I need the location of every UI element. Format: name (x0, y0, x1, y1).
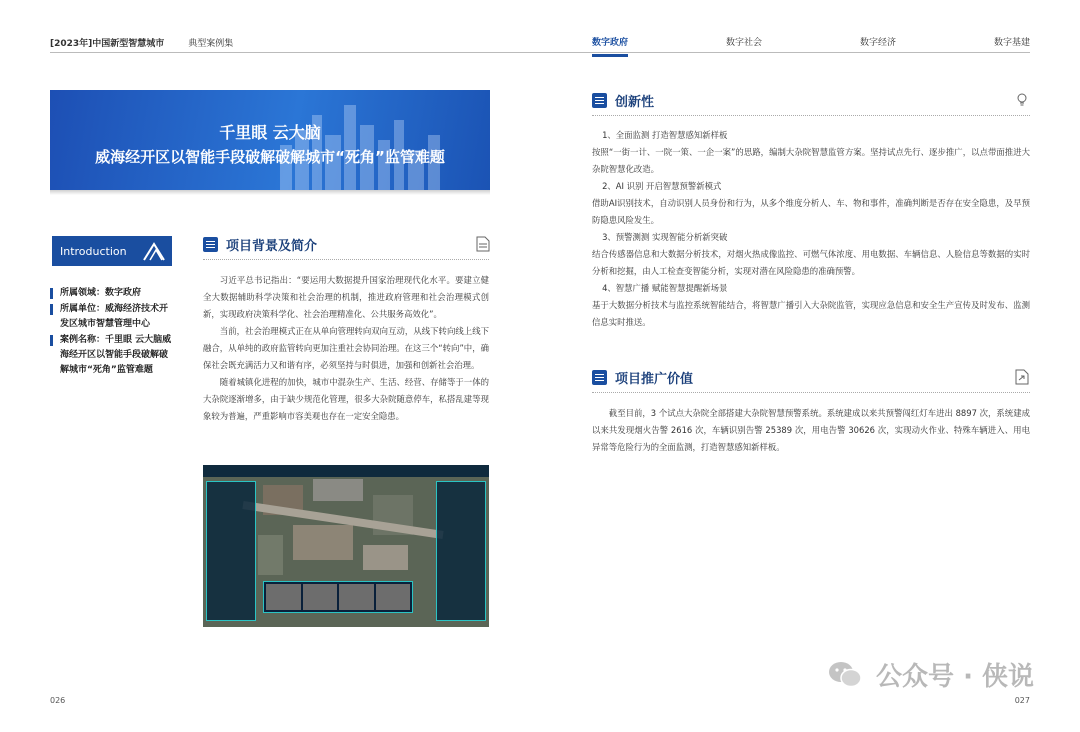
innovation-item-body: 基于大数据分析技术与监控系统智能结合，将智慧广播引入大杂院监管，实现应急信息和安全生产宣传及时发布、监测信息实时推送。 (592, 300, 1030, 327)
nav-digital-infrastructure[interactable]: 数字基建 (993, 38, 1030, 48)
list-icon (592, 93, 607, 108)
book-header (50, 36, 233, 49)
camera-thumb (303, 584, 338, 610)
background-paragraph: 随着城镇化进程的加快，城市中混杂生产、生活、经营、存储等于一体的大杂院逐渐增多，由于缺少规范化管理，很多大杂院随意停车，私搭乱建等现象较为普遍，严重影响市容美观也存在一定安全隐患。 (203, 377, 489, 421)
promotion-paragraph: 截至目前，3 个试点大杂院全部搭建大杂院智慧预警系统。系统建成以来共预警闯红灯车进出 8897 次，系统建成以来共发现烟火告警 2616 次，车辆识别告警 25389 次，用电告警 30626 次，实现动火作业、特殊车辆进入、用电异常等危险行为的全面监测，打造智慧感知新样板。 (592, 408, 1030, 452)
innovation-text (592, 127, 1030, 331)
page-number-right: 027 (1014, 696, 1030, 705)
camera-thumb (339, 584, 374, 610)
innovation-heading (592, 91, 654, 110)
share-document-icon (1015, 369, 1029, 385)
background-paragraph: 习近平总书记指出：“要运用大数据提升国家治理现代化水平。要建立健全大数据辅助科学决策和社会治理的机制，推进政府管理和社会治理模式创新，实现政府决策科学化、社会治理精准化、公共服务高效化”。 (203, 275, 489, 319)
meta-item (50, 302, 175, 332)
promotion-heading (592, 368, 693, 387)
dashboard-topbar (203, 465, 489, 477)
title-banner (50, 90, 490, 190)
right-panel (436, 481, 486, 621)
innovation-item-body: 按照“一街一计、一院一策、一企一案”的思路，编制大杂院智慧监管方案。坚持试点先行、逐步推广，以点带面推进大杂院智慧化改造。 (592, 147, 1030, 174)
background-paragraph: 当前，社会治理模式正在从单向管理转向双向互动，从线下转向线上线下融合，从单纯的政府监管转向更加注重社会协同治理。在这三个“转向”中，确保社会既充满活力又和谐有序，必须坚持与时俱进，加强和创新社会治理。 (203, 326, 489, 370)
page-number-left: 026 (50, 696, 66, 705)
book-title: [2023年]中国新型智慧城市 (50, 39, 165, 49)
meta-unit: 所属单位：威海经济技术开发区城市智慧管理中心 (60, 304, 169, 329)
innovation-item-heading: 3、预警测测 实现智能分析新突破 (602, 232, 728, 242)
nav-digital-society[interactable]: 数字社会 (725, 38, 762, 48)
list-icon (592, 370, 607, 385)
background-title: 项目背景及简介 (226, 239, 318, 254)
watermark (828, 656, 1034, 693)
dashboard-screenshot (203, 465, 489, 627)
book-section: 典型案例集 (188, 39, 234, 49)
banner-title-line2: 威海经开区以智能手段破解破解城市“死角”监管难题 (95, 148, 445, 166)
left-panel (206, 481, 256, 621)
innovation-item-heading: 2、AI 识别 开启智慧预警新模式 (602, 181, 722, 191)
watermark-text: 公众号 · 侠说 (876, 662, 1034, 692)
nav-digital-government[interactable]: 数字政府 (592, 35, 628, 57)
innovation-item-heading: 1、全面监测 打造智慧感知新样板 (602, 130, 728, 140)
promotion-text (592, 405, 1030, 456)
camera-thumb (376, 584, 411, 610)
background-text (203, 272, 489, 425)
innovation-item-heading: 4、智慧广播 赋能智慧提醒新场景 (602, 283, 728, 293)
wechat-icon (828, 661, 862, 689)
section-divider (592, 392, 1030, 393)
meta-item (50, 333, 175, 378)
camera-thumb (266, 584, 301, 610)
building-icon (142, 240, 166, 262)
banner-title-line1: 千里眼 云大脑 (219, 123, 321, 142)
category-nav (592, 35, 1030, 57)
meta-field: 所属领域：数字政府 (60, 288, 142, 298)
camera-thumbnails (263, 581, 413, 613)
case-meta-list (50, 286, 175, 379)
document-icon (476, 236, 490, 252)
introduction-label (52, 236, 172, 266)
innovation-item-body: 借助AI识别技术，自动识别人员身份和行为，从多个维度分析人、车、物和事件，准确判断是否存在安全隐患，及早预防隐患风险发生。 (592, 198, 1030, 225)
section-divider (592, 115, 1030, 116)
header-divider (50, 52, 1030, 53)
banner-shadow (50, 190, 490, 195)
meta-case-name: 案例名称：千里眼 云大脑威海经开区以智能手段破解破解城市“死角”监管难题 (60, 335, 172, 375)
section-divider (203, 259, 489, 260)
lightbulb-icon (1015, 92, 1029, 108)
innovation-title: 创新性 (615, 95, 655, 110)
nav-digital-economy[interactable]: 数字经济 (859, 38, 896, 48)
introduction-text: Introduction (60, 244, 127, 258)
innovation-item-body: 结合传感器信息和大数据分析技术，对烟火热成像监控、可燃气体浓度、用电数据、车辆信息、人脸信息等数据的实时分析和挖掘，由人工检查变智能分析，实现对潜在风险隐患的准确预警。 (592, 249, 1030, 276)
background-heading (203, 235, 317, 254)
promotion-title: 项目推广价值 (615, 372, 694, 387)
list-icon (203, 237, 218, 252)
meta-item (50, 286, 175, 301)
